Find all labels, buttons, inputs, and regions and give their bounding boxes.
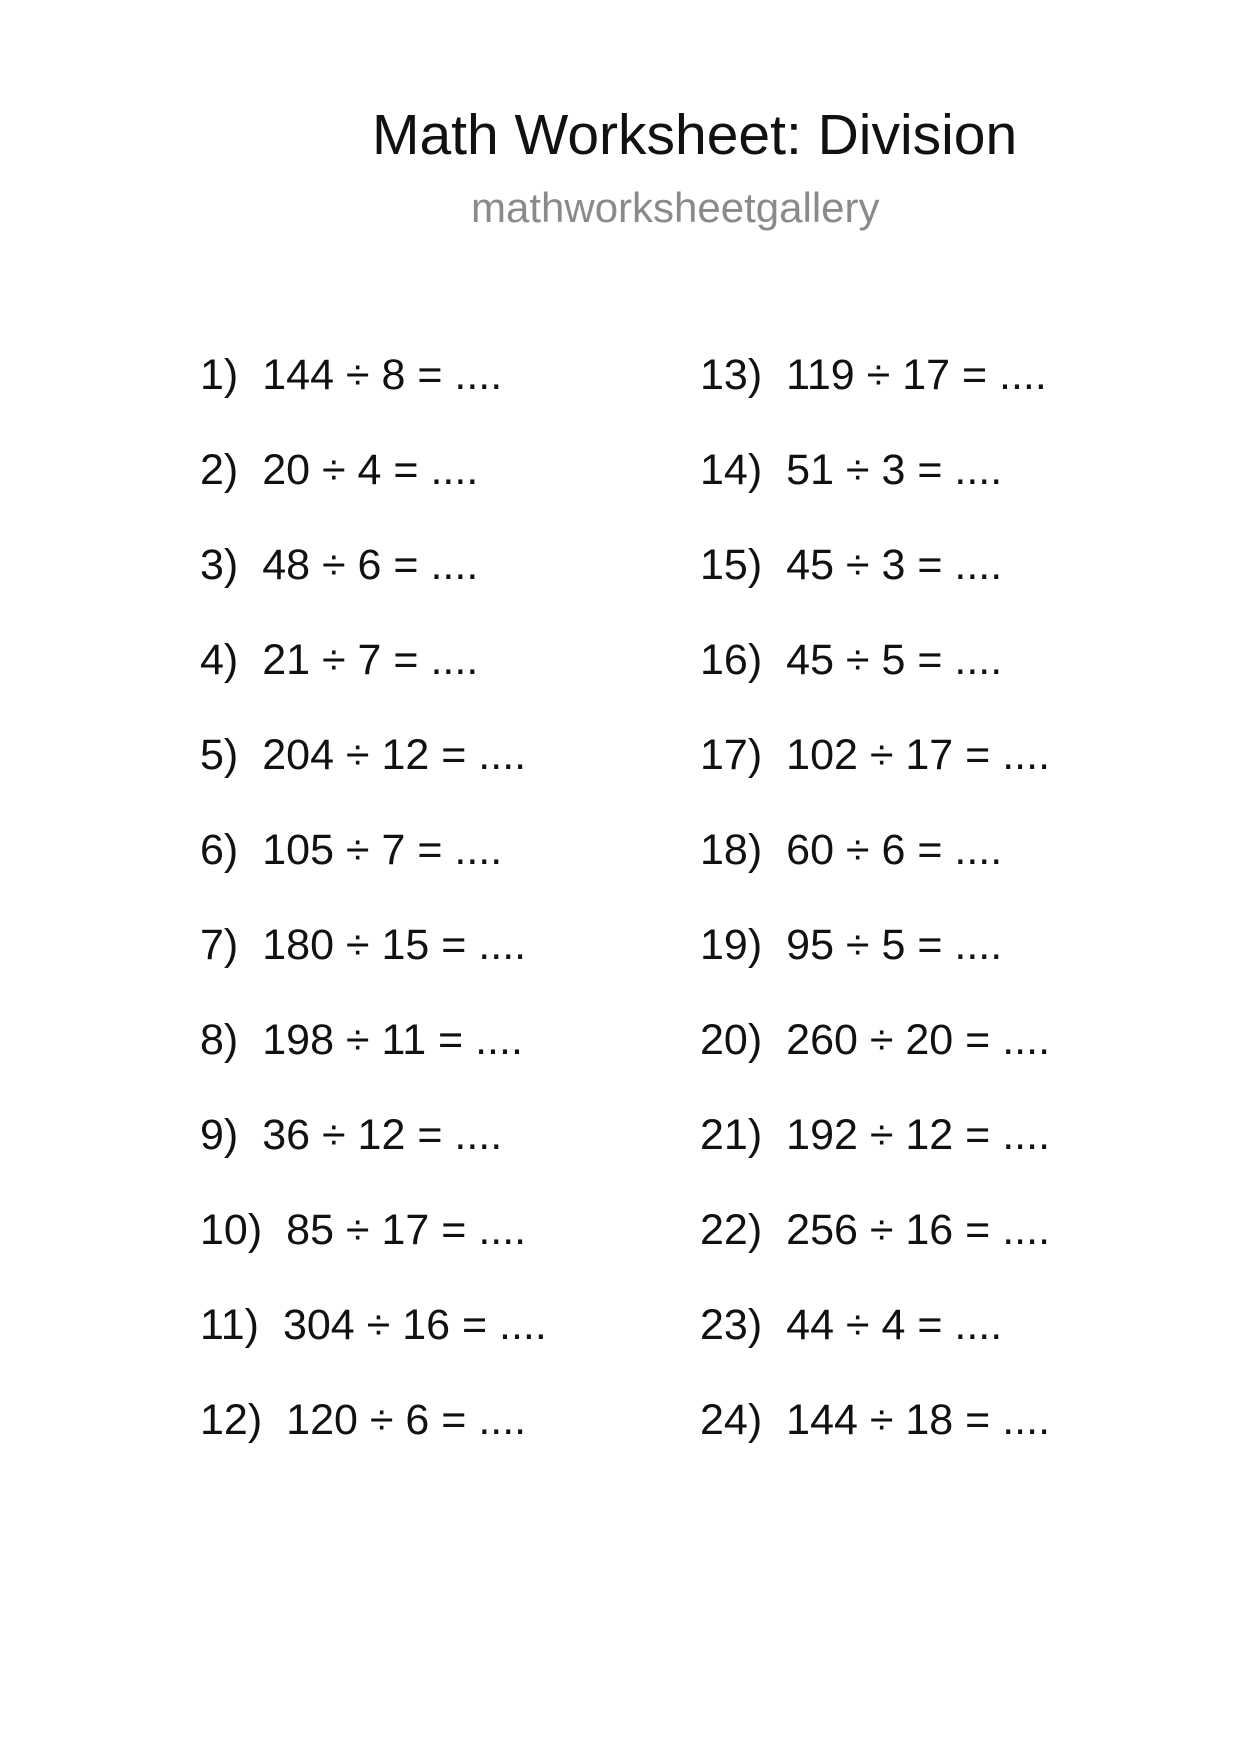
problem-item (700, 1010, 1050, 1070)
problem-number: 6) (200, 826, 239, 874)
problem-expression: 45 ÷ 3 = .... (786, 541, 1003, 589)
problem-item (700, 1390, 1050, 1450)
problem-number: 8) (200, 1016, 239, 1064)
problem-item (200, 820, 502, 880)
problem-item (200, 440, 478, 500)
problem-expression: 192 ÷ 12 = .... (786, 1111, 1051, 1159)
problem-expression: 36 ÷ 12 = .... (262, 1111, 503, 1159)
problem-expression: 256 ÷ 16 = .... (786, 1206, 1051, 1254)
problem-number: 1) (200, 351, 239, 399)
problem-item (200, 1390, 526, 1450)
problem-expression: 144 ÷ 8 = .... (262, 351, 503, 399)
problem-number: 13) (700, 351, 763, 399)
problem-item (700, 345, 1047, 405)
problem-number: 24) (700, 1396, 763, 1444)
problem-item (700, 725, 1050, 785)
problem-item (200, 725, 526, 785)
problem-expression: 95 ÷ 5 = .... (786, 921, 1003, 969)
problem-number: 14) (700, 446, 763, 494)
problem-expression: 105 ÷ 7 = .... (262, 826, 503, 874)
worksheet-source: mathworksheetgallery (471, 184, 880, 231)
problem-number: 3) (200, 541, 239, 589)
problem-number: 15) (700, 541, 763, 589)
problem-expression: 304 ÷ 16 = .... (282, 1301, 547, 1349)
problem-number: 17) (700, 731, 763, 779)
problem-number: 23) (700, 1301, 763, 1349)
problem-expression: 60 ÷ 6 = .... (786, 826, 1003, 874)
problem-number: 11) (200, 1301, 259, 1349)
problem-item (700, 1200, 1050, 1260)
problem-number: 10) (200, 1206, 263, 1254)
problem-item (200, 915, 526, 975)
problem-item (200, 1105, 502, 1165)
problem-number: 16) (700, 636, 763, 684)
problem-number: 12) (200, 1396, 263, 1444)
problem-number: 22) (700, 1206, 763, 1254)
problem-item (200, 1295, 547, 1355)
problem-item (200, 535, 478, 595)
problem-number: 21) (700, 1111, 763, 1159)
problem-expression: 21 ÷ 7 = .... (262, 636, 479, 684)
problem-expression: 48 ÷ 6 = .... (262, 541, 479, 589)
problem-item (700, 820, 1002, 880)
problem-expression: 102 ÷ 17 = .... (786, 731, 1051, 779)
problem-item (700, 630, 1002, 690)
problem-expression: 85 ÷ 17 = .... (286, 1206, 527, 1254)
problem-expression: 51 ÷ 3 = .... (786, 446, 1003, 494)
problem-item (700, 915, 1002, 975)
problem-expression: 45 ÷ 5 = .... (786, 636, 1003, 684)
problem-expression: 20 ÷ 4 = .... (262, 446, 479, 494)
problem-item (200, 1200, 526, 1260)
problem-expression: 198 ÷ 11 = .... (262, 1016, 523, 1064)
problem-number: 19) (700, 921, 763, 969)
problem-item (700, 440, 1002, 500)
worksheet-title: Math Worksheet: Division (372, 103, 1018, 167)
problem-expression: 260 ÷ 20 = .... (786, 1016, 1051, 1064)
problem-number: 2) (200, 446, 239, 494)
problem-expression: 119 ÷ 17 = .... (786, 351, 1047, 399)
problem-number: 7) (200, 921, 239, 969)
problem-expression: 120 ÷ 6 = .... (286, 1396, 527, 1444)
problem-item (200, 630, 478, 690)
problem-item (700, 535, 1002, 595)
problem-expression: 204 ÷ 12 = .... (262, 731, 527, 779)
problem-expression: 180 ÷ 15 = .... (262, 921, 527, 969)
problem-number: 18) (700, 826, 763, 874)
problem-item (700, 1105, 1050, 1165)
problem-expression: 44 ÷ 4 = .... (786, 1301, 1003, 1349)
problem-item (200, 345, 502, 405)
problem-item (200, 1010, 523, 1070)
problem-number: 5) (200, 731, 239, 779)
problem-expression: 144 ÷ 18 = .... (786, 1396, 1051, 1444)
problem-number: 4) (200, 636, 239, 684)
problem-number: 20) (700, 1016, 763, 1064)
problem-number: 9) (200, 1111, 239, 1159)
problem-item (700, 1295, 1002, 1355)
